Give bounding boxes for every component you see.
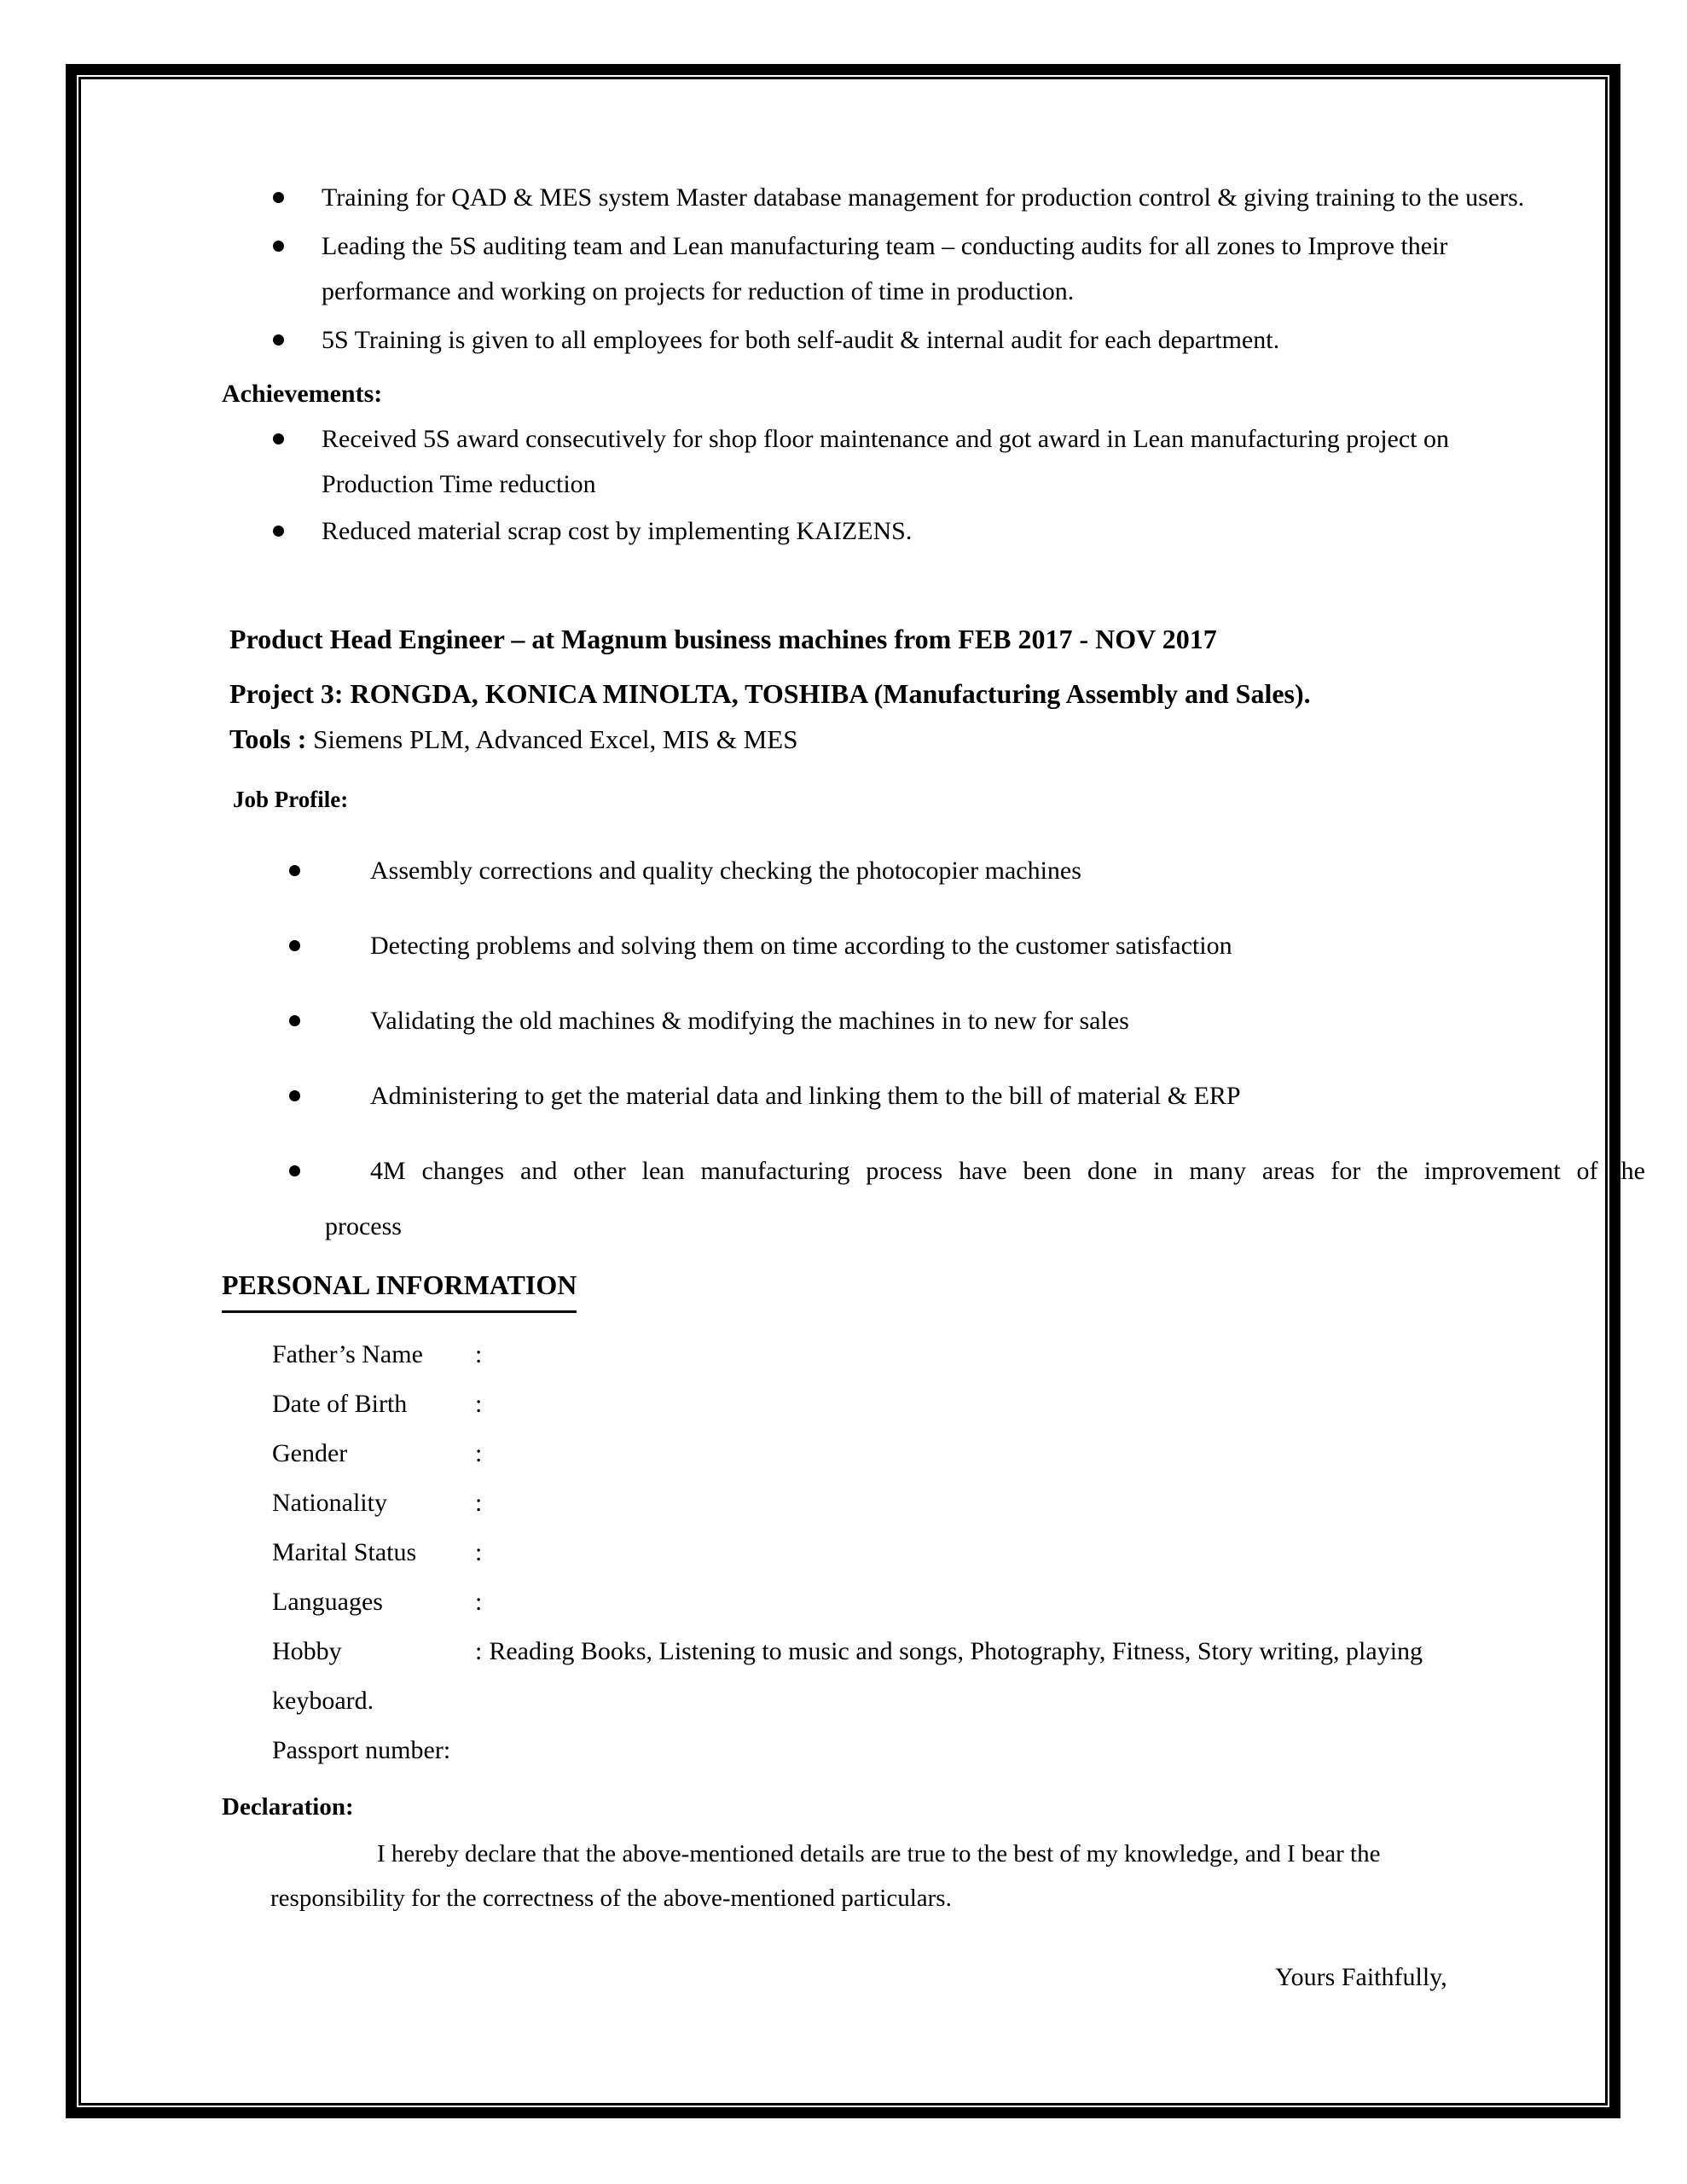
pi-colon: : [475, 1439, 483, 1467]
pi-row-date-of-birth [272, 1380, 1686, 1429]
declaration-heading: Declaration: [222, 1793, 354, 1821]
achievements-list [162, 416, 1686, 554]
job-profile-heading: Job Profile: [233, 787, 349, 812]
list-item-text: Assembly corrections and quality checking the photocopier machines [370, 857, 1081, 885]
pi-label: Marital Status [272, 1538, 417, 1566]
page-border-inner [78, 77, 1645, 2106]
page-border-outer [66, 64, 1645, 2118]
pi-label: Date of Birth [272, 1390, 408, 1418]
list-item-text: 5S Training is given to all employees for both self-audit & internal audit for each department. [322, 326, 1280, 354]
pi-row-marital-status [272, 1528, 1686, 1577]
list-item-text: 4M changes and other lean manufacturing process have been done in many areas for the improvement of the [370, 1157, 1645, 1185]
list-item-text: Validating the old machines & modifying the machines in to new for sales [370, 1007, 1129, 1035]
tools-value: Siemens PLM, Advanced Excel, MIS & MES [313, 724, 798, 754]
bullet-icon [289, 940, 300, 951]
role-tools [229, 717, 1686, 761]
job-profile-list [162, 848, 1686, 1249]
pi-row-gender [272, 1429, 1686, 1478]
pi-label: Languages [272, 1588, 383, 1616]
pi-colon: : [475, 1588, 483, 1616]
achievements-heading: Achievements: [222, 380, 383, 408]
declaration-paragraph [270, 1832, 1601, 1920]
pi-row-passport [272, 1726, 1686, 1775]
list-item [162, 224, 1686, 314]
closing-salutation: Yours Faithfully, [1275, 1963, 1447, 1991]
bullet-icon [289, 1015, 300, 1026]
pi-row-languages [272, 1577, 1686, 1627]
pi-row-nationality [272, 1478, 1686, 1528]
declaration-line: responsibility for the correctness of the above-mentioned particulars. [270, 1885, 952, 1912]
bullet-icon [273, 192, 284, 203]
pi-label: Nationality [272, 1489, 387, 1517]
role-project: Project 3: RONGDA, KONICA MINOLTA, TOSHIBA (Manufacturing Assembly and Sales). [229, 678, 1311, 709]
pi-label: Hobby [272, 1637, 342, 1665]
personal-information-rows [272, 1330, 1686, 1775]
personal-information-heading: PERSONAL INFORMATION [222, 1261, 1686, 1313]
pi-label: Passport number: [272, 1736, 451, 1764]
hobby-value: Reading Books, Listening to music and songs, Photography, Fitness, Story writing, playing [489, 1637, 1423, 1665]
list-item [162, 1073, 1686, 1118]
hobby-value-continuation: keyboard. [272, 1687, 374, 1715]
list-item-text: process [325, 1212, 402, 1240]
list-item-text: performance and working on projects for reduction of time in production. [322, 277, 1075, 305]
bullet-icon [273, 241, 284, 252]
page-content [162, 160, 1686, 2184]
role-title: Product Head Engineer – at Magnum business machines from FEB 2017 - NOV 2017 [229, 624, 1217, 654]
list-item-text: Detecting problems and solving them on time according to the customer satisfaction [370, 932, 1232, 960]
pi-label: Father’s Name [272, 1340, 423, 1368]
list-item [162, 848, 1686, 893]
bullet-icon [289, 865, 300, 876]
experience-list [162, 175, 1686, 363]
list-item [162, 1148, 1686, 1249]
pi-label: Gender [272, 1439, 348, 1467]
list-item [162, 317, 1686, 363]
pi-row-fathers-name [272, 1330, 1686, 1380]
list-item-text: Received 5S award consecutively for shop floor maintenance and got award in Lean manufacturing project on [322, 425, 1450, 453]
role-block [229, 615, 1686, 761]
bullet-icon [289, 1090, 300, 1101]
bullet-icon [289, 1165, 300, 1176]
list-item-text: Production Time reduction [322, 470, 596, 498]
list-item-text: Leading the 5S auditing team and Lean manufacturing team – conducting audits for all zones to Improve their [322, 232, 1448, 260]
bullet-icon [273, 433, 284, 444]
list-item [162, 416, 1686, 507]
list-item [162, 508, 1686, 554]
pi-colon: : [475, 1489, 483, 1517]
bullet-icon [273, 334, 284, 346]
list-item-text: Reduced material scrap cost by implementing KAIZENS. [322, 517, 913, 545]
pi-colon: : [475, 1637, 483, 1665]
bullet-icon [273, 526, 284, 537]
list-item [162, 923, 1686, 968]
pi-row-hobby-continuation [272, 1676, 1686, 1726]
pi-colon: : [475, 1538, 483, 1566]
list-item [162, 175, 1686, 220]
declaration-line: I hereby declare that the above-mentioned details are true to the best of my knowledge, and I bear the [377, 1840, 1381, 1867]
pi-colon: : [475, 1340, 483, 1368]
tools-label: Tools : [229, 723, 307, 754]
list-item-text: Training for QAD & MES system Master database management for production control & giving training to the users. [322, 183, 1525, 212]
pi-row-hobby [272, 1627, 1686, 1676]
list-item-text: Administering to get the material data and linking them to the bill of material & ERP [370, 1082, 1241, 1110]
pi-colon: : [475, 1390, 483, 1418]
list-item [162, 998, 1686, 1043]
